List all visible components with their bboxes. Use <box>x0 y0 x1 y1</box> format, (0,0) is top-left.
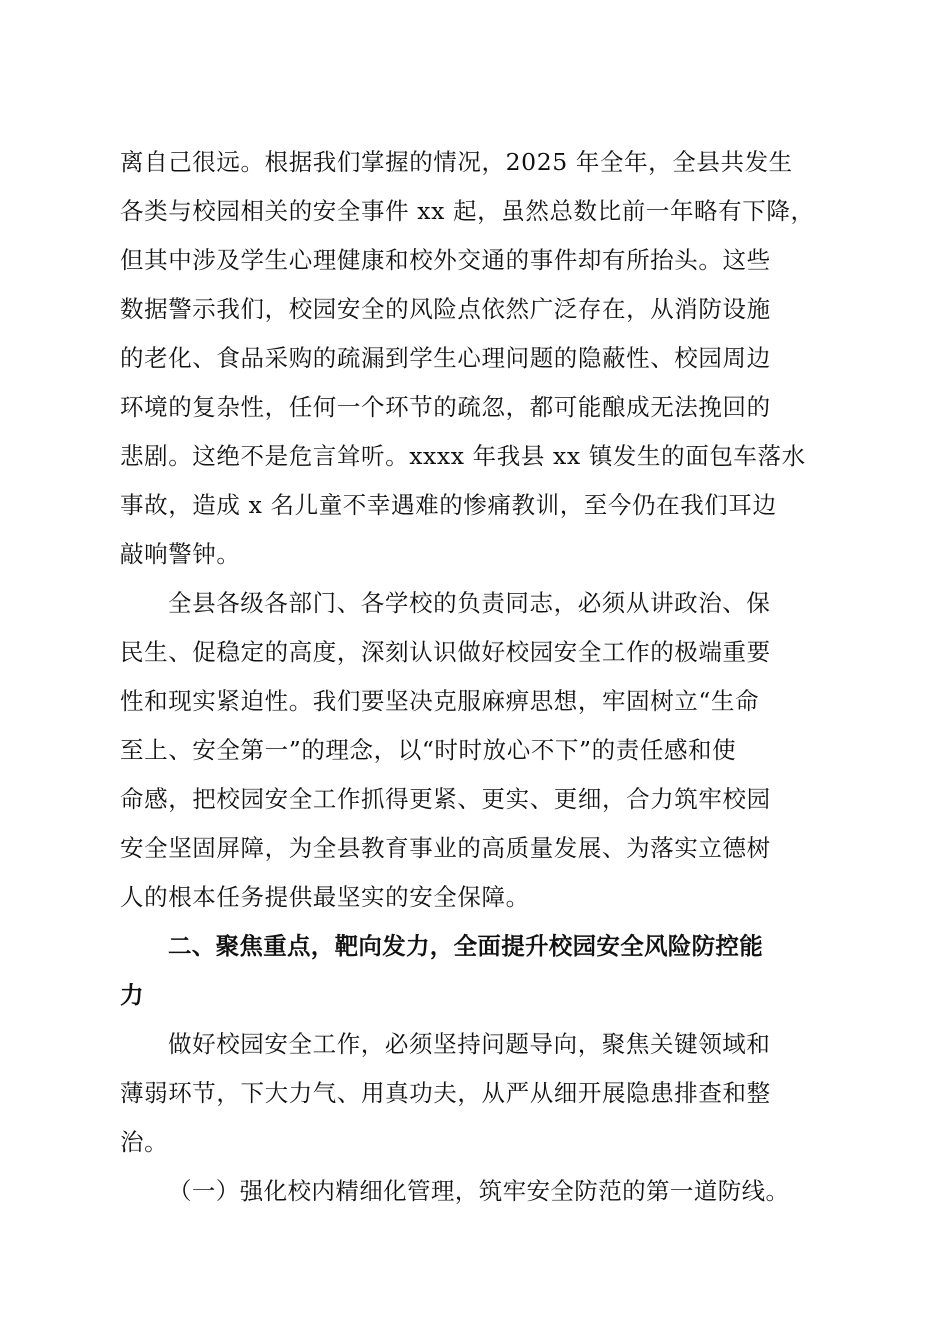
paragraph-line: 事故，造成 x 名儿童不幸遇难的惨痛教训，至今仍在我们耳边 <box>120 491 777 519</box>
section-heading: 二、聚焦重点，靶向发力，全面提升校园安全风险防控能 <box>168 932 763 960</box>
paragraph-line: 民生、促稳定的高度，深刻认识做好校园安全工作的极端重要 <box>120 638 771 666</box>
paragraph-line: 但其中涉及学生心理健康和校外交通的事件却有所抬头。这些 <box>120 246 771 274</box>
paragraph-line: 人的根本任务提供最坚实的安全保障。 <box>120 883 530 911</box>
paragraph-line: 各类与校园相关的安全事件 xx 起，虽然总数比前一年略有下降， <box>120 197 815 225</box>
section-heading: 力 <box>120 981 144 1009</box>
paragraph-line: 命感，把校园安全工作抓得更紧、更实、更细，合力筑牢校园 <box>120 785 771 813</box>
subsection-heading: （一）强化校内精细化管理，筑牢安全防范的第一道防线。 <box>168 1177 790 1205</box>
paragraph-line: 离自己很远。根据我们掌握的情况，2025 年全年，全县共发生 <box>120 148 793 176</box>
paragraph-line: 环境的复杂性，任何一个环节的疏忽，都可能酿成无法挽回的 <box>120 393 771 421</box>
paragraph-line: 安全坚固屏障，为全县教育事业的高质量发展、为落实立德树 <box>120 834 771 862</box>
paragraph-line: 治。 <box>120 1128 169 1156</box>
paragraph-line: 的老化、食品采购的疏漏到学生心理问题的隐蔽性、校园周边 <box>120 344 771 372</box>
paragraph-line: 全县各级各部门、各学校的负责同志，必须从讲政治、保 <box>168 589 771 617</box>
paragraph-line: 性和现实紧迫性。我们要坚决克服麻痹思想，牢固树立“生命 <box>120 687 760 715</box>
paragraph-line: 敲响警钟。 <box>120 540 241 568</box>
paragraph-line: 悲剧。这绝不是危言耸听。xxxx 年我县 xx 镇发生的面包车落水 <box>120 442 806 470</box>
paragraph-line: 做好校园安全工作，必须坚持问题导向，聚焦关键领域和 <box>168 1030 771 1058</box>
paragraph-line: 至上、安全第一”的理念，以“时时放心不下”的责任感和使 <box>120 736 737 764</box>
paragraph-line: 数据警示我们，校园安全的风险点依然广泛存在，从消防设施 <box>120 295 771 323</box>
paragraph-line: 薄弱环节，下大力气、用真功夫，从严从细开展隐患排查和整 <box>120 1079 771 1107</box>
